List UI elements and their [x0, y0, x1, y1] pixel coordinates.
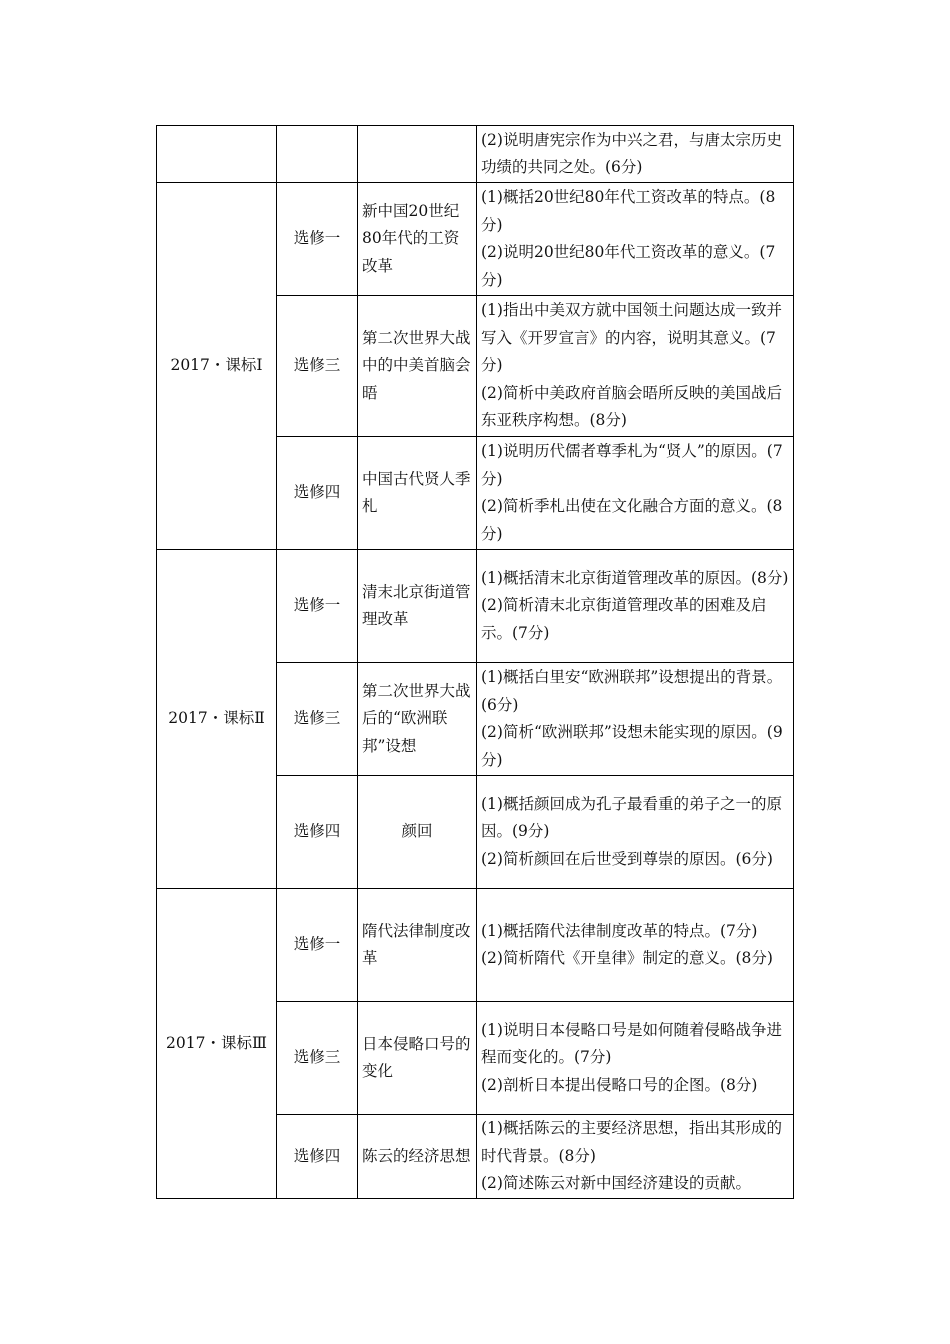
module-cell: 选修三 [277, 296, 358, 437]
module-cell: 选修四 [277, 776, 358, 889]
question-text: (1)说明历代儒者尊季札为“贤人”的原因。(7分) [481, 442, 783, 488]
question-text: (1)概括20世纪80年代工资改革的特点。(8分) [481, 188, 776, 234]
question-text: (2)剖析日本提出侵略口号的企图。(8分) [481, 1075, 758, 1094]
topic-cell: 第二次世界大战后的“欧洲联邦”设想 [358, 663, 477, 776]
module-cell [277, 126, 358, 183]
topic-cell: 清末北京街道管理改革 [358, 550, 477, 663]
module-cell: 选修四 [277, 437, 358, 550]
module-cell: 选修一 [277, 889, 358, 1002]
module-cell: 选修三 [277, 1002, 358, 1115]
module-cell: 选修四 [277, 1115, 358, 1199]
question-text: (2)简析隋代《开皇律》制定的意义。(8分) [481, 949, 773, 967]
question-text: (1)概括陈云的主要经济思想，指出其形成的时代背景。(8分) [481, 1119, 782, 1165]
year-cell: 2017・课标Ⅱ [157, 550, 277, 889]
question-text: (2)简述陈云对新中国经济建设的贡献。 [481, 1174, 751, 1192]
question-text: (2)简析清末北京街道管理改革的困难及启示。(7分) [481, 596, 767, 642]
question-text: (1)说明日本侵略口号是如何随着侵略战争进程而变化的。(7分) [481, 1020, 782, 1067]
year-cell: 2017・课标Ⅰ [157, 183, 277, 550]
topic-cell: 第二次世界大战中的中美首脑会晤 [358, 296, 477, 437]
question-cell [477, 437, 794, 550]
table-row [157, 183, 794, 296]
year-cell: 2017・课标Ⅲ [157, 889, 277, 1199]
question-cell [477, 550, 794, 663]
module-cell: 选修三 [277, 663, 358, 776]
topic-cell: 日本侵略口号的变化 [358, 1002, 477, 1115]
question-text: (2)简析颜回在后世受到尊崇的原因。(6分) [481, 849, 773, 868]
question-cell [477, 1115, 794, 1199]
topic-cell [358, 126, 477, 183]
topic-cell: 陈云的经济思想 [358, 1115, 477, 1199]
question-text: (1)概括隋代法律制度改革的特点。(7分) [481, 921, 758, 940]
question-text: (2)说明唐宪宗作为中兴之君，与唐太宗历史功绩的共同之处。(6分) [481, 130, 782, 176]
question-text: (1)概括颜回成为孔子最看重的弟子之一的原因。(9分) [481, 794, 782, 841]
question-text: (1)概括白里安“欧洲联邦”设想提出的背景。(6分) [481, 668, 783, 714]
question-cell [477, 889, 794, 1002]
question-text: (2)简析中美政府首脑会晤所反映的美国战后东亚秩序构想。(8分) [481, 383, 782, 430]
question-text: (1)指出中美双方就中国领土问题达成一致并写入《开罗宣言》的内容，说明其意义。(7分) [481, 301, 782, 375]
exam-topics-table [156, 125, 794, 1199]
question-text: (2)简析季札出使在文化融合方面的意义。(8分) [481, 497, 783, 543]
question-text: (1)概括清末北京街道管理改革的原因。(8分) [481, 568, 789, 587]
topic-cell: 隋代法律制度改革 [358, 889, 477, 1002]
question-cell [477, 183, 794, 296]
table-row [157, 550, 794, 663]
table-row [157, 889, 794, 1002]
module-cell: 选修一 [277, 550, 358, 663]
question-text: (2)说明20世纪80年代工资改革的意义。(7分) [481, 243, 776, 289]
topic-cell: 颜回 [358, 776, 477, 889]
topic-cell: 中国古代贤人季札 [358, 437, 477, 550]
question-cell [477, 776, 794, 889]
question-cell [477, 126, 794, 183]
topic-cell: 新中国20世纪80年代的工资改革 [358, 183, 477, 296]
question-cell [477, 1002, 794, 1115]
question-cell [477, 296, 794, 437]
module-cell: 选修一 [277, 183, 358, 296]
year-cell [157, 126, 277, 183]
question-text: (2)简析“欧洲联邦”设想未能实现的原因。(9分) [481, 723, 783, 769]
table-row [157, 126, 794, 183]
question-cell [477, 663, 794, 776]
